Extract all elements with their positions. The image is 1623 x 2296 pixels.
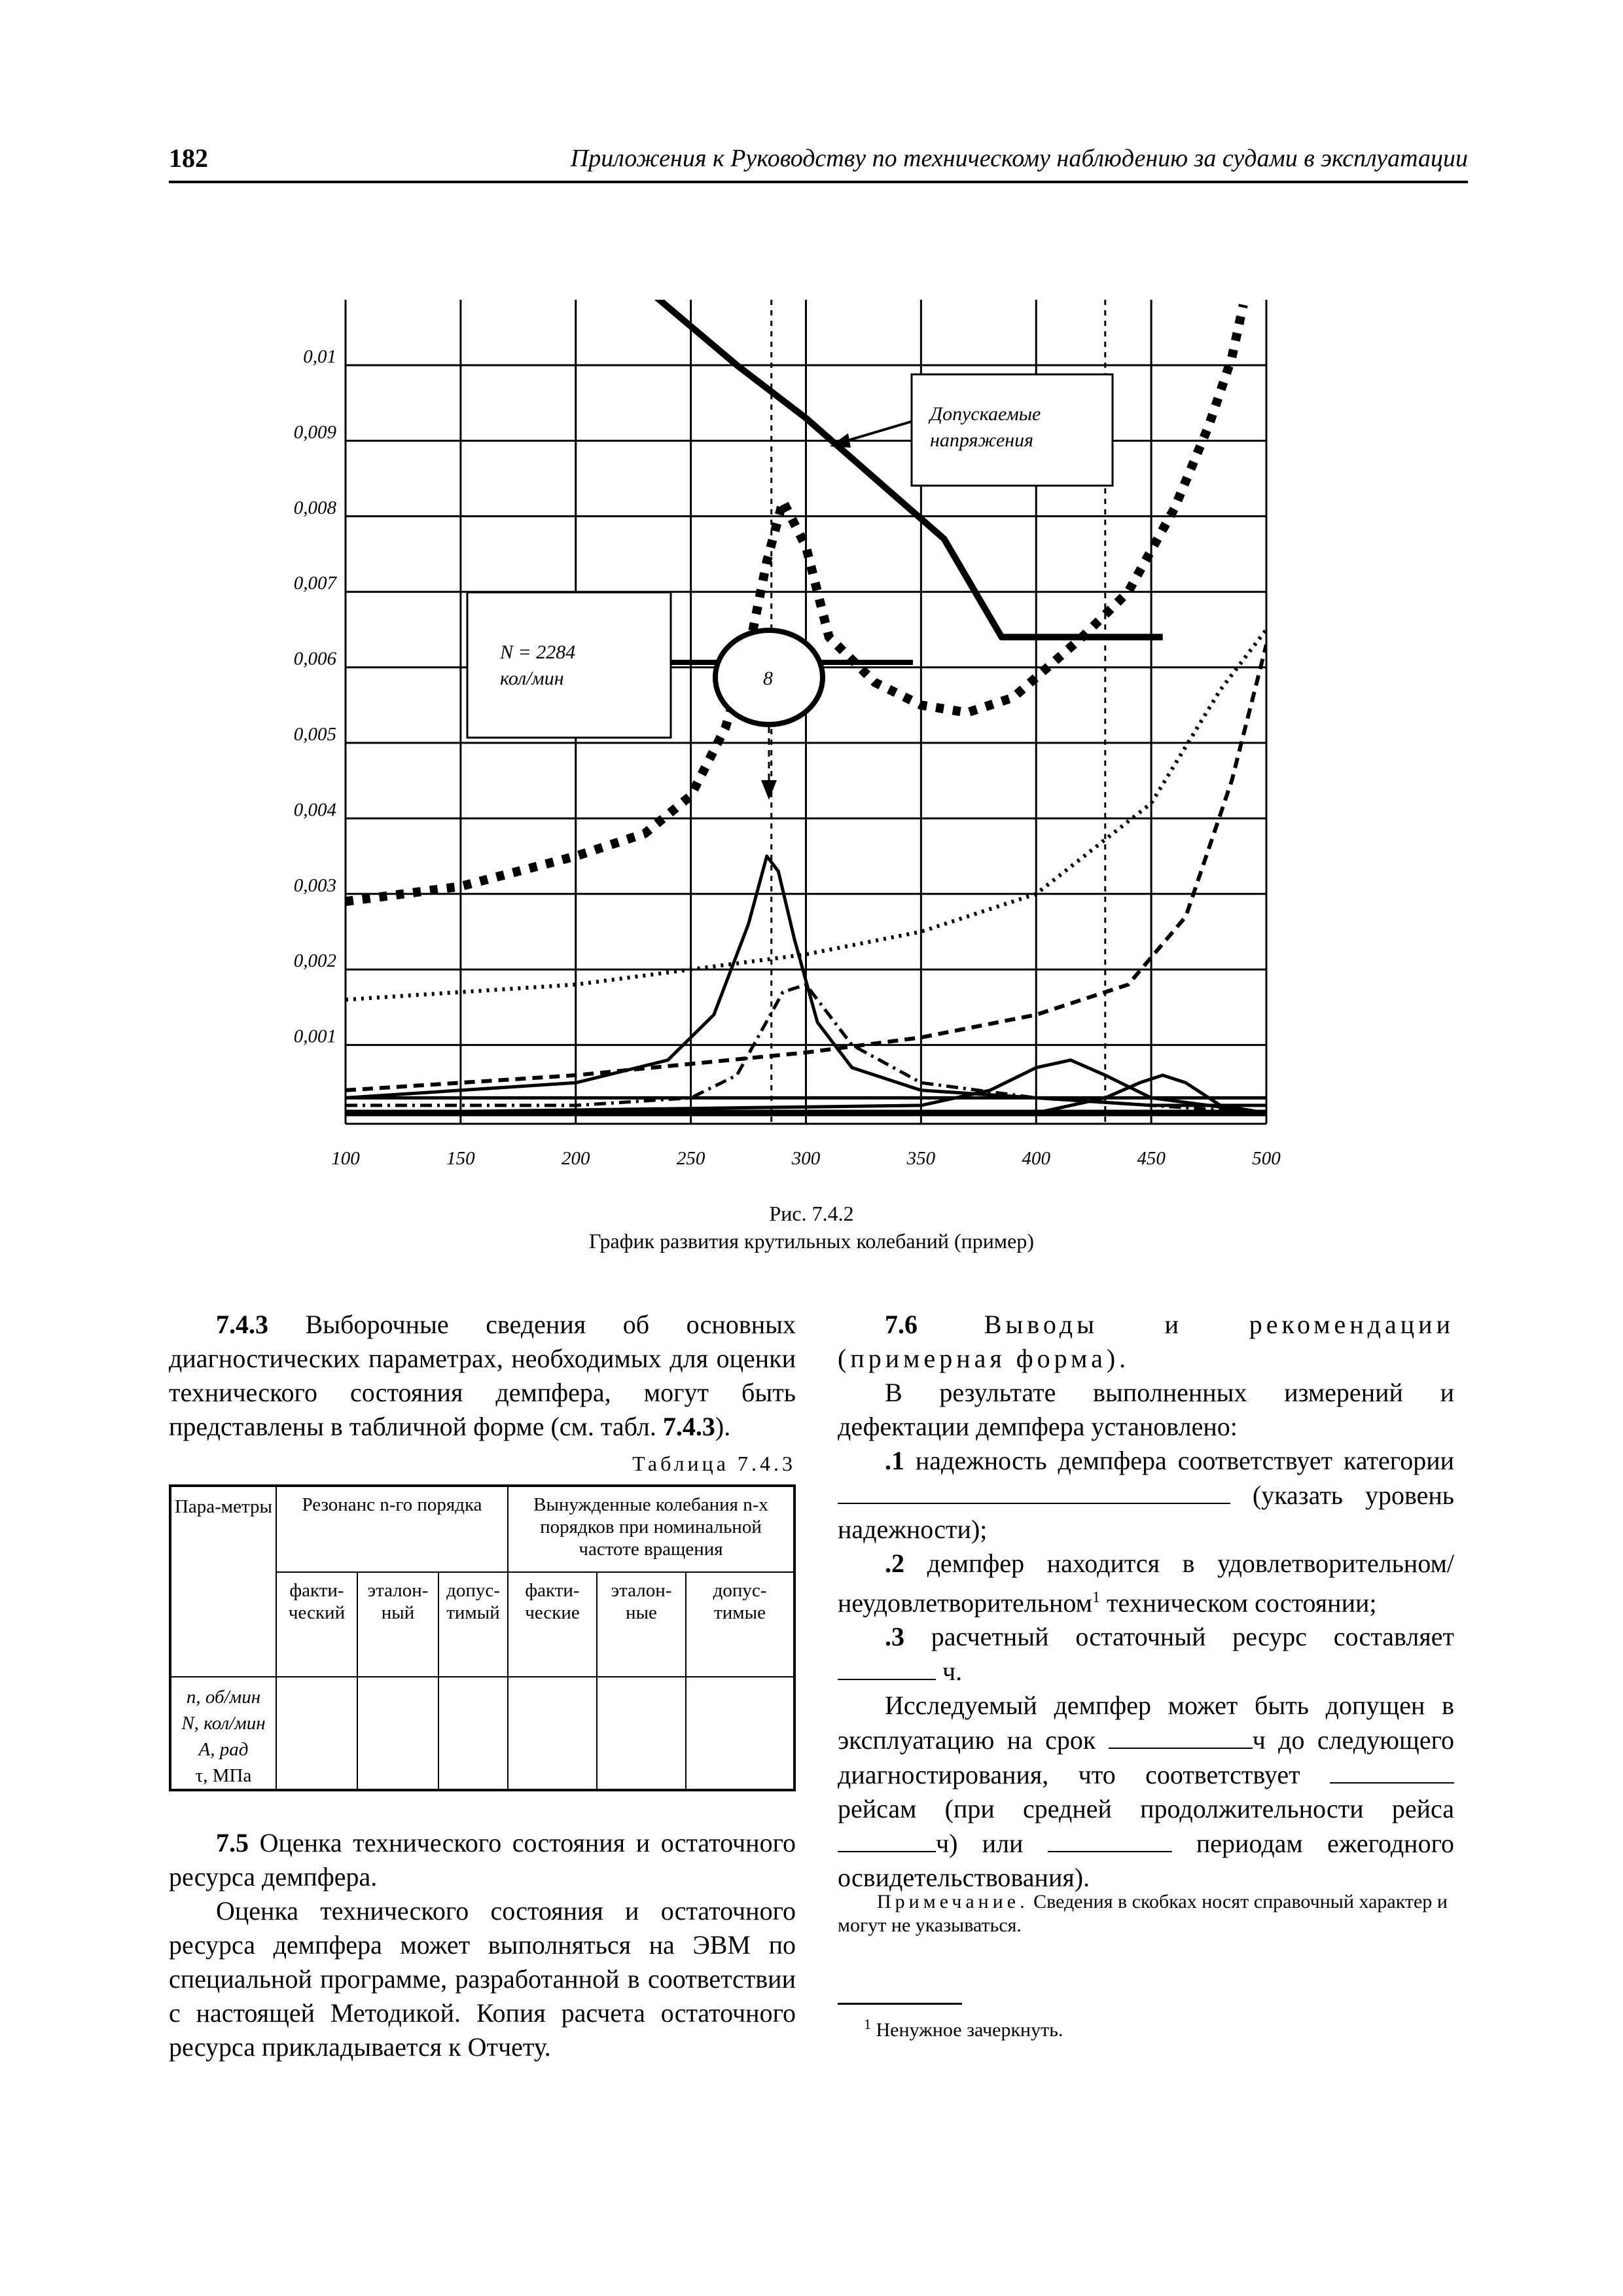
header-params: Пара-метры bbox=[170, 1486, 276, 1677]
left-column bbox=[169, 1308, 796, 1444]
figure-title: График развития крутильных колебаний (пример) bbox=[589, 1229, 1034, 1253]
y-tick-label: 0,009 bbox=[293, 422, 336, 443]
allowable-stress-label-1: Допускаемые bbox=[930, 403, 1041, 425]
speed-annotation-box bbox=[467, 592, 671, 738]
section-7-6: 7.6 Выводы и рекомендации (примерная форма). bbox=[838, 1310, 1454, 1373]
params-cell: n, об/мин N, кол/мин A, рад τ, МПа bbox=[170, 1677, 276, 1790]
chart-annotations bbox=[467, 374, 1113, 800]
y-tick-label: 0,004 bbox=[293, 799, 336, 821]
table-cell bbox=[357, 1677, 438, 1790]
table-cell bbox=[276, 1677, 357, 1790]
section-7-5: 7.5 Оценка технического состояния и остаточного ресурса демпфера. bbox=[169, 1828, 796, 1892]
y-tick-label: 0,01 bbox=[303, 346, 336, 367]
x-tick-label: 200 bbox=[562, 1148, 590, 1169]
conclusion-item-2: .2 демпфер находится в удовлетворительном/ неудовлетворительном$^1$ техническом состоянии; bbox=[838, 1549, 1454, 1618]
x-tick-label: 250 bbox=[676, 1148, 705, 1169]
y-tick-label: 0,008 bbox=[293, 497, 336, 518]
header-resonance: Резонанс n-го порядка bbox=[276, 1486, 508, 1572]
order-marker-label: 8 bbox=[763, 668, 773, 689]
conclusions-intro: В результате выполненных измерений и дефектации демпфера установлено: bbox=[838, 1378, 1454, 1441]
table-cell bbox=[597, 1677, 686, 1790]
page-number: 182 bbox=[169, 143, 208, 173]
sub-header-reference-2: эталон-ные bbox=[597, 1572, 686, 1677]
sub-header-actual-1: факти-ческий bbox=[276, 1572, 357, 1677]
y-tick-label: 0,006 bbox=[293, 648, 336, 670]
right-column bbox=[838, 1308, 1454, 1895]
table-label: Таблица 7.4.3 bbox=[632, 1452, 796, 1475]
conclusion-item-3: .3 расчетный остаточный ресурс составляет ч. bbox=[838, 1620, 1454, 1689]
diagnostics-table bbox=[169, 1484, 796, 1791]
x-tick-label: 300 bbox=[791, 1148, 821, 1169]
marker-down-arrowhead bbox=[761, 780, 777, 800]
x-tick-label: 350 bbox=[906, 1148, 936, 1169]
speed-annotation-label-1: N = 2284 bbox=[500, 641, 576, 663]
table-cell bbox=[686, 1677, 794, 1790]
x-tick-label: 400 bbox=[1022, 1148, 1050, 1169]
running-title: Приложения к Руководству по техническому наблюдению за судами в эксплуатации bbox=[570, 145, 1468, 172]
speed-annotation-label-2: кол/мин bbox=[500, 668, 564, 689]
section-7-4-3: 7.4.3 Выборочные сведения об основных диагностических параметрах, необходимых для оценки технического состояния демпфера, могут быть представлены в табличной форме (см. табл. 7.4.3). bbox=[169, 1310, 796, 1441]
section-7-5-body: Оценка технического состояния и остаточного ресурса демпфера может выполняться на ЭВМ по специальной программе, разработанной в соответствии с настоящей Методикой. Копия расчета остаточного ресурса прикладывается к Отчету. bbox=[169, 1896, 796, 2062]
allowable-stress-label-2: напряжения bbox=[930, 429, 1034, 451]
note: Примечание. Сведения в скобках носят справочный характер и могут не указываться. bbox=[838, 1891, 1448, 1936]
x-tick-label: 150 bbox=[446, 1148, 475, 1169]
sub-header-allowable-2: допус-тимые bbox=[686, 1572, 794, 1677]
conclusion-item-1: .1 надежность демпфера соответствует категории (указать уровень надежности); bbox=[838, 1446, 1454, 1544]
y-tick-label: 0,003 bbox=[293, 874, 336, 896]
table-cell bbox=[438, 1677, 508, 1790]
allowable-stress-arrow bbox=[841, 422, 912, 442]
footnote: $^1$ Ненужное зачеркнуть. bbox=[864, 2016, 1063, 2041]
x-tick-label: 450 bbox=[1137, 1148, 1166, 1169]
table-cell bbox=[508, 1677, 597, 1790]
x-tick-label: 500 bbox=[1252, 1148, 1281, 1169]
admission-paragraph: Исследуемый демпфер может быть допущен в эксплуатацию на срок ч до следующего диагностирования, что соответствует рейсам (при средней продолжительности рейса ч) или периодам ежегодного освидетельствования). bbox=[838, 1691, 1455, 1893]
header-forced: Вынужденные колебания n-х порядков при номинальной частоте вращения bbox=[508, 1486, 794, 1572]
x-tick-label: 100 bbox=[331, 1148, 360, 1169]
y-tick-label: 0,005 bbox=[293, 724, 336, 745]
left-column-bottom bbox=[169, 1826, 796, 2064]
y-tick-label: 0,007 bbox=[293, 573, 336, 594]
footnote-rule bbox=[838, 2003, 962, 2005]
y-tick-label: 0,002 bbox=[293, 950, 336, 972]
figure-number: Рис. 7.4.2 bbox=[769, 1202, 854, 1225]
sub-header-allowable-1: допус-тимый bbox=[438, 1572, 508, 1677]
sub-header-actual-2: факти-ческие bbox=[508, 1572, 597, 1677]
y-tick-label: 0,001 bbox=[293, 1026, 336, 1047]
sub-header-reference-1: эталон-ный bbox=[357, 1572, 438, 1677]
